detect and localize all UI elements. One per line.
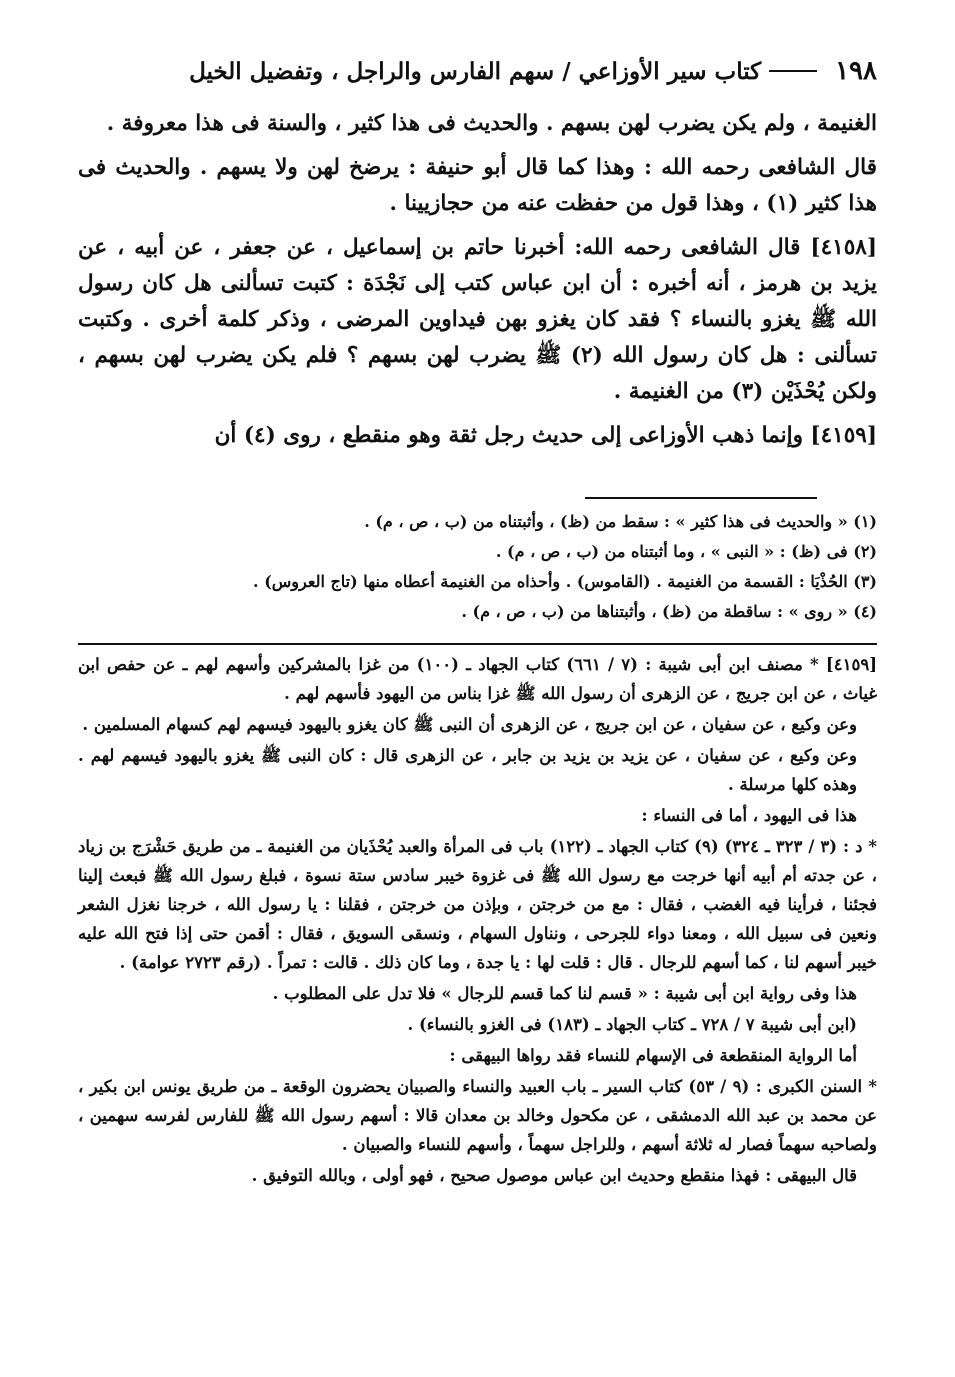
- footnotes: [78, 507, 877, 627]
- commentary-paragraph: هذا فى اليهود ، أما فى النساء :: [641, 806, 857, 825]
- main-paragraph: [٤١٥٩] وإنما ذهب الأوزاعى إلى حديث رجل ثقة وهو منقطع ، روى (٤) أن: [214, 423, 877, 448]
- footnote-divider: [585, 497, 817, 499]
- main-paragraph: [٤١٥٨] قال الشافعى رحمه الله: أخبرنا حاتم بن إسماعيل ، عن جعفر ، عن أبيه ، عن يزيد بن هرمز ، أنه أخبره : أن ابن عباس كتب إلى نَجْدَة : كتبت تسألنى هل كان رسول الله ﷺ يغزو بالنساء ؟ فقد كان يغزو بهن فيداوين المرضى ، وذكر كلمة أخرى . وكتبت تسألنى : هل كان رسول الله (٢) ﷺ يضرب لهن بسهم ؟ فلم يكن يضرب لهن بسهم ، ولكن يُحْذَيْن (٣) من الغنيمة .: [78, 235, 877, 404]
- running-title: كتاب سير الأوزاعي / سهم الفارس والراجل ، وتفضيل الخيل: [189, 57, 762, 85]
- commentary-paragraph: وعن وكيع ، عن سفيان ، عن يزيد بن يزيد بن جابر ، عن الزهرى قال : كان النبى ﷺ يغزو باليهود فيسهم لهم . وهذه كلها مرسلة .: [78, 746, 857, 794]
- commentary-paragraph: أما الرواية المنقطعة فى الإسهام للنساء فقد رواها البيهقى :: [449, 1046, 857, 1065]
- commentary-paragraph: * السنن الكبرى : (٩ / ٥٣) كتاب السير ـ باب العبيد والنساء والصبيان يحضرون الوقعة ـ من طريق يونس ابن بكير ، عن محمد بن عبد الله الدمشقى ، عن مكحول وخالد بن معدان قالا : أسهم رسول الله ﷺ للفارس لفرسه سهمين ، ولصاحبه سهماً فصار له ثلاثة أسهم ، وللراجل سهماً ، وأسهم للنساء والصبيان .: [78, 1077, 877, 1154]
- commentary-paragraph: وعن وكيع ، عن سفيان ، عن ابن جريج ، عن الزهرى أن النبى ﷺ كان يغزو باليهود فيسهم لهم كسهام المسلمين .: [82, 715, 857, 734]
- page-number: ١٩٨: [835, 56, 877, 86]
- main-paragraph: الغنيمة ، ولم يكن يضرب لهن بسهم . والحديث فى هذا كثير ، والسنة فى هذا معروفة .: [106, 111, 877, 136]
- header-rule: [769, 70, 817, 72]
- main-paragraph: قال الشافعى رحمه الله : وهذا كما قال أبو حنيفة : يرضخ لهن ولا يسهم . والحديث فى هذا كثير (١) ، وهذا قول من حفظت عنه من حجازيينا .: [78, 155, 877, 216]
- footnote: (٢) فى (ظ) : « النبى » ، وما أثبتناه من (ب ، ص ، م) .: [495, 542, 877, 561]
- commentary-paragraph: [٤١٥٩] * مصنف ابن أبى شيبة : (٧ / ٦٦١) كتاب الجهاد ـ (١٠٠) من غزا بالمشركين وأسهم لهم ـ عن حفص ابن غياث ، عن ابن جريج ، عن الزهرى أن رسول الله ﷺ غزا بناس من اليهود فأسهم لهم .: [78, 655, 877, 703]
- footnote: (١) « والحديث فى هذا كثير » : سقط من (ظ) ، وأثبتناه من (ب ، ص ، م) .: [364, 512, 877, 531]
- commentary-paragraph: قال البيهقى : فهذا منقطع وحديث ابن عباس موصول صحيح ، فهو أولى ، وبالله التوفيق .: [251, 1166, 857, 1185]
- commentary-paragraph: (ابن أبى شيبة ٧ / ٧٢٨ ـ كتاب الجهاد ـ (١٨٣) فى الغزو بالنساء) .: [407, 1015, 857, 1034]
- commentary: [78, 650, 877, 1192]
- main-text: [78, 106, 877, 462]
- commentary-paragraph: * د : (٣ / ٣٢٣ ـ ٣٢٤) (٩) كتاب الجهاد ـ (١٢٢) باب فى المرأة والعبد يُحْذَيان من الغنيمة ـ من طريق حَشْرَج بن زياد ، عن جدته أم أبيه أنها خرجت مع رسول الله ﷺ فى غزوة خيبر سادس ستة نسوة ، فبلغ رسول الله ﷺ فبعث إلينا فجئنا ، فرأينا فيه الغضب ، فقال : مع من خرجتن ، وبإذن من خرجتن ، فقلنا : يا رسول الله ، خرجنا نغزل الشعر ونعين فى سبيل الله ، ومعنا دواء للجرحى ، ونناول السهام ، ونسقى السويق ، فقال : أقمن حتى إذا فتح الله عليه خيبر أسهم لنا ، كما أسهم للرجال . قال : قلت لها : يا جدة ، وما كان ذلك . قالت : تمراً . (رقم ٢٧٢٣ عوامة) .: [78, 837, 878, 972]
- footnote: (٣) الحُذْيَا : القسمة من الغنيمة . (القاموس) . وأحذاه من الغنيمة أعطاه منها (تاج العروس) .: [253, 572, 877, 591]
- footnote: (٤) « روى » : ساقطة من (ظ) ، وأثبتناها من (ب ، ص ، م) .: [461, 602, 877, 621]
- commentary-paragraph: هذا وفى رواية ابن أبى شيبة : « قسم لنا كما قسم للرجال » فلا تدل على المطلوب .: [272, 984, 857, 1003]
- page-header: [78, 54, 877, 88]
- commentary-divider: [78, 643, 877, 645]
